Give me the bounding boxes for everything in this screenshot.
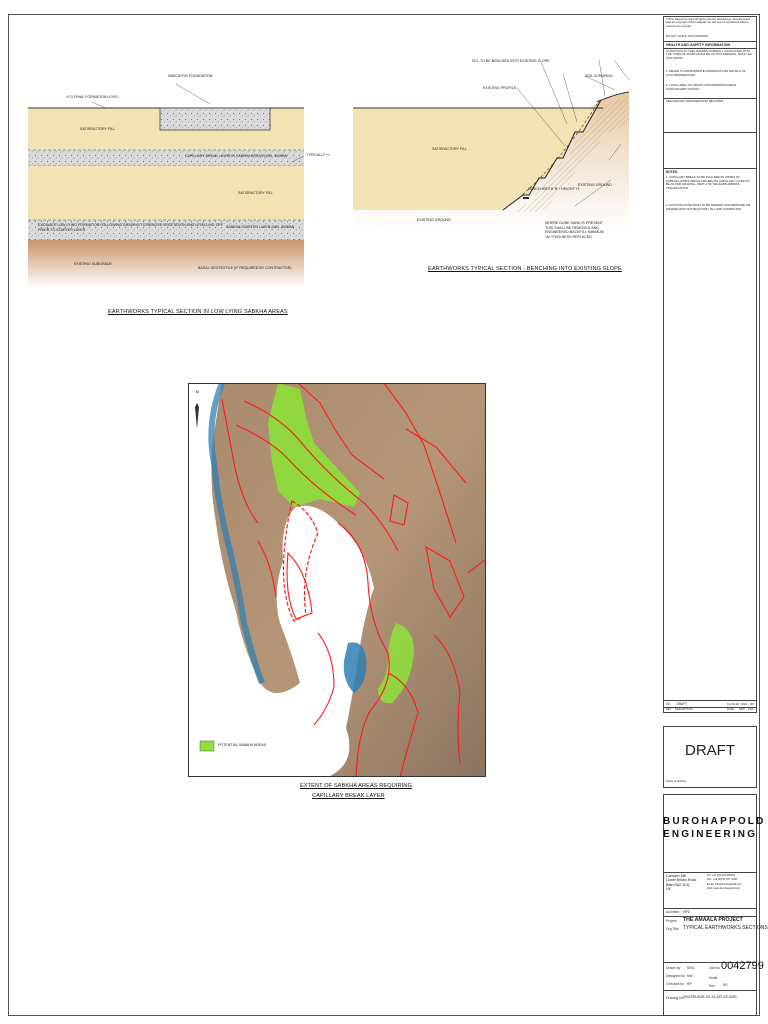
company-address bbox=[666, 874, 696, 892]
revision-header-date: DATE bbox=[727, 708, 734, 711]
map-legend-swatch bbox=[200, 741, 214, 751]
label-satisfactory-fill-2: SATISFACTORY FILL bbox=[238, 191, 274, 195]
section2-caption: EARTHWORKS TYPICAL SECTION - BENCHING INTO EXISTING SLOPE bbox=[428, 266, 622, 272]
contact-tel: Tel: +44 (0)1225 320600 bbox=[707, 874, 736, 877]
drawn-by-value: SNG bbox=[687, 966, 695, 970]
label-dune-note: WHERE DUNE SAND IS PRESENT THIS SHALL BE REMOVED AND ENGINEERED BACKFILL MINIMUM 1M THICKNESS REPLACED. bbox=[545, 221, 604, 239]
drawing-title-value: TYPICAL EARTHWORKS SECTIONS bbox=[683, 925, 768, 931]
revision-by: SNG bbox=[741, 702, 748, 706]
contact-fax: Fax: +44 (0)870 787 4148 bbox=[707, 878, 737, 882]
label-existing-ground-1: EXISTING GROUND bbox=[578, 183, 612, 187]
hs-heading: HEALTH AND SAFETY INFORMATION bbox=[666, 43, 731, 47]
label-basal-geotextile: BASAL GEOTEXTILE (IF REQUIRED BY CONTRACTOR) bbox=[198, 266, 292, 270]
note-2: 2. EXISTING DUNE SAND TO BE GRADED AND REMOVED OR GRADED WITH SATISFACTORY FILL AND COMPACTED. bbox=[666, 203, 751, 211]
label-capillary-break: CAPILLARY BREAK LAYER IN SABKHA AREAS (MIN. 300MM) bbox=[185, 154, 288, 158]
label-satisfactory-fill-1: SATISFACTORY FILL bbox=[80, 127, 116, 131]
label-indicative-foundation: INDICATIVE FOUNDATION bbox=[168, 74, 213, 78]
company-name-line2: ENGINEERING bbox=[663, 829, 758, 840]
client-value: HFZ bbox=[683, 910, 690, 914]
note-1-text: CAPILLARY BREAK TO BE INCLUDED IN ZONES OF SABKHA LAYERS ABOVE AND BELOW CAPILLARY LAYER TO BE AS PER GRADING. PART 2 OF THE EARTHWORKS SPECIFICATION. bbox=[666, 175, 750, 190]
section-low-lying-sabkha bbox=[28, 70, 306, 290]
title-block bbox=[663, 16, 768, 1016]
contact-email: Email: info@burohappold.com bbox=[707, 882, 742, 886]
scale-label: Scale bbox=[709, 976, 718, 980]
address-line-3: Bath BA2 3DQ bbox=[666, 882, 690, 887]
project-value: THE AMAALA PROJECT bbox=[683, 917, 743, 923]
revision-header-drn: DRN bbox=[739, 708, 745, 711]
note-2-text: EXISTING DUNE SAND TO BE GRADED AND REMOVED OR GRADED WITH SATISFACTORY FILL AND COMPACTED. bbox=[666, 203, 751, 211]
drawing-no-value: 0042799-BUR-XX-XX-DR-GE-0000 bbox=[683, 995, 737, 999]
label-typically: TYPICALLY +/- bbox=[306, 153, 331, 157]
note-1: 1. CAPILLARY BREAK TO BE INCLUDED IN ZONES OF SABKHA LAYERS ABOVE AND BELOW CAPILLARY LAYER TO BE AS PER GRADING. PART 2 OF THE EARTHWORKS SPECIFICATION. bbox=[666, 175, 750, 190]
hs-item-2: 2. LOCAL AREA OF CROSS CONTAMINATION NEAR COASTGUARD STATION. bbox=[666, 83, 737, 91]
address-line-1: Camden Mill bbox=[666, 874, 686, 878]
status-label: Status of drawing bbox=[666, 780, 687, 783]
rev-label: Rev bbox=[709, 984, 716, 988]
revision-description: DRAFT bbox=[676, 702, 688, 706]
title-block-notes-panel bbox=[663, 16, 757, 713]
checked-by-value: RP bbox=[687, 982, 692, 986]
company-name-line1: BUROHAPPOLD bbox=[663, 816, 766, 827]
drawn-by-label: Drawn by bbox=[666, 966, 681, 970]
address-line-2: Lower Bristol Road bbox=[666, 878, 697, 883]
map-caption-line1: EXTENT OF SABKHA AREAS REQUIRING bbox=[300, 783, 412, 789]
hs-item-1: 1. REFER TO APPROPRIATE DRAWINGS FOR DETAILS OF UTILITIES/SERVICES. bbox=[666, 69, 746, 77]
map-legend-label: POTENTIAL SABKHA AREAS bbox=[218, 743, 267, 747]
north-label: N bbox=[196, 390, 199, 394]
existing-subgrade bbox=[28, 240, 304, 288]
map-caption-line2: CAPILLARY BREAK LAYER bbox=[312, 793, 385, 799]
status-draft: DRAFT bbox=[685, 742, 735, 759]
revision-header-chk: CHK bbox=[748, 708, 754, 711]
job-no-value: 0042799 bbox=[721, 960, 764, 972]
label-bench-width: BENCH WIDTH 'B' / HEIGHT 'H' bbox=[528, 187, 580, 191]
revision-row bbox=[666, 702, 687, 707]
hs-intro: IN ADDITION TO THE HAZARDS NORMALLY ASSOCIATED WITH THE TYPES OF WORK DETAILED ON THIS DRAWING, NOTE THE FOLLOWING: bbox=[666, 49, 752, 60]
revision-date: 10.06.19 bbox=[727, 702, 739, 706]
label-existing-profile: EXISTING PROFILE bbox=[483, 86, 517, 90]
label-excavate-note: EXCAVATE LOW LYING FORMATION FOLLOWING GRADING TO REMOVE VEGETATION AND LEVELLING OFF PRIOR TO STARTER LAYER bbox=[38, 223, 223, 232]
address-line-4: UK bbox=[666, 887, 671, 892]
designed-by-label: Designed by bbox=[666, 974, 685, 978]
hs-footer: SEE SPECIFIC DESIGNER RISK REGISTER bbox=[666, 99, 724, 103]
notes-heading: NOTES: bbox=[666, 170, 679, 174]
copyright-note: © Buro Happold Limited. All rights reserved. All drawings, documents and data are copyright of Buro Happold. No part may be reproduced without consent. Do not scale. bbox=[666, 18, 751, 28]
revision-header-description: DESCRIPTION bbox=[675, 708, 693, 711]
company-contact bbox=[707, 874, 742, 892]
project-label: Project bbox=[666, 919, 677, 923]
label-starter-layer: SABKHA STARTER LAYER (MIN. 300MM) bbox=[226, 225, 295, 229]
drawing-no-label: Drawing No bbox=[666, 996, 684, 1000]
label-formation-level: +2.0 FINAL FORMATION LEVEL bbox=[66, 95, 119, 99]
do-not-scale-note: DO NOT SCALE THIS DRAWING bbox=[666, 34, 709, 38]
revision-chk: RP bbox=[750, 702, 755, 706]
revision-header-rev: REV bbox=[666, 708, 672, 711]
label-section2-satisfactory-fill: SATISFACTORY FILL bbox=[432, 147, 468, 151]
drawing-title-label: Drg Title bbox=[666, 927, 679, 931]
sabkha-extent-map bbox=[188, 383, 486, 777]
job-no-label: Job No bbox=[709, 966, 720, 970]
hs-item-2-text: LOCAL AREA OF CROSS CONTAMINATION NEAR COASTGUARD STATION. bbox=[666, 83, 737, 91]
checked-by-label: Checked by bbox=[666, 982, 684, 986]
label-soil-scraping: SOIL SCRAPING bbox=[585, 74, 613, 78]
rev-value: 00 bbox=[723, 982, 728, 987]
contact-web: Web: www.burohappold.com bbox=[707, 887, 740, 891]
client-label: Architect bbox=[666, 910, 680, 914]
designed-by-value: NW bbox=[687, 974, 693, 978]
label-existing-ground-2: EXISTING GROUND bbox=[417, 218, 451, 222]
hs-item-1-text: REFER TO APPROPRIATE DRAWINGS FOR DETAILS OF UTILITIES/SERVICES. bbox=[666, 69, 746, 77]
revision-rev: 00 bbox=[666, 702, 670, 706]
label-existing-subgrade: EXISTING SUBGRADE bbox=[74, 262, 112, 266]
label-fill-benched: FILL TO BE BENCHED INTO EXISTING SLOPE bbox=[472, 59, 550, 63]
section1-caption: EARTHWORKS TYPICAL SECTION IN LOW LYING SABKHA AREAS bbox=[108, 309, 288, 315]
indicative-foundation bbox=[160, 108, 270, 130]
